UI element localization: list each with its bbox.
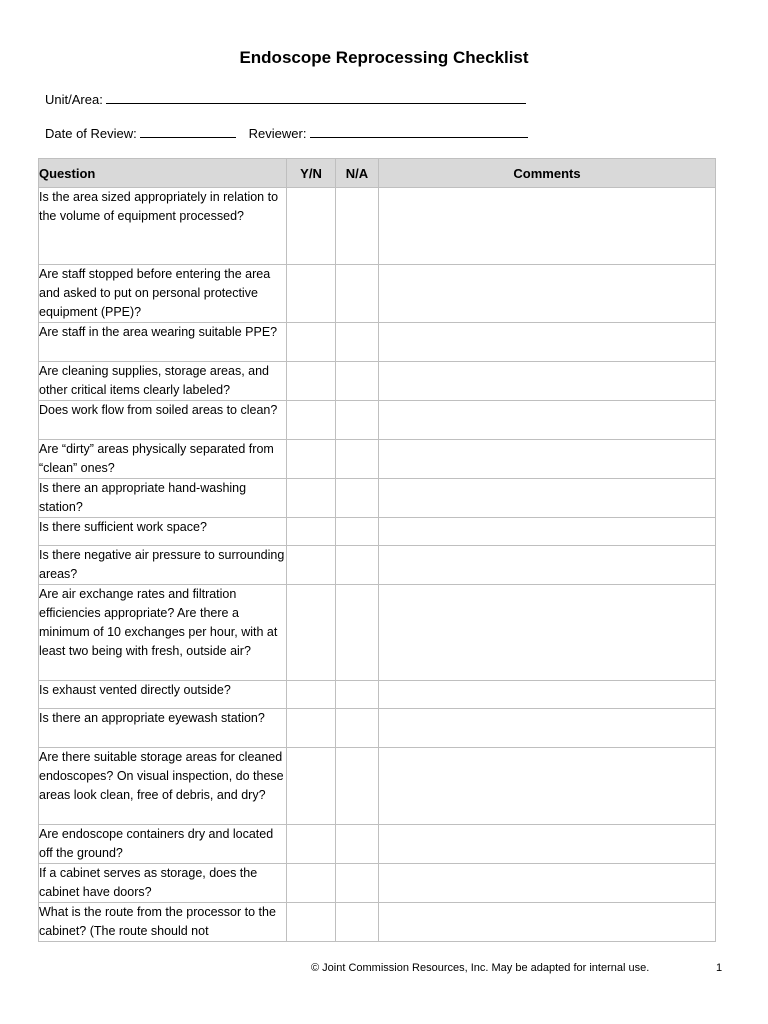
table-row xyxy=(39,864,716,903)
question-cell: Does work flow from soiled areas to clean? xyxy=(39,401,287,440)
na-cell[interactable] xyxy=(336,362,379,401)
question-cell: Is there an appropriate eyewash station? xyxy=(39,709,287,748)
question-cell: Is there sufficient work space? xyxy=(39,518,287,546)
yn-cell[interactable] xyxy=(287,546,336,585)
header-question: Question xyxy=(39,159,287,188)
comments-cell[interactable] xyxy=(379,903,716,942)
na-cell[interactable] xyxy=(336,440,379,479)
yn-cell[interactable] xyxy=(287,362,336,401)
question-cell: Are staff stopped before entering the area and asked to put on personal protective equipment (PPE)? xyxy=(39,265,287,323)
na-cell[interactable] xyxy=(336,518,379,546)
question-cell: Are “dirty” areas physically separated from “clean” ones? xyxy=(39,440,287,479)
table-row xyxy=(39,323,716,362)
yn-cell[interactable] xyxy=(287,825,336,864)
yn-cell[interactable] xyxy=(287,585,336,681)
na-cell[interactable] xyxy=(336,709,379,748)
comments-cell[interactable] xyxy=(379,401,716,440)
comments-cell[interactable] xyxy=(379,518,716,546)
question-cell: If a cabinet serves as storage, does the cabinet have doors? xyxy=(39,864,287,903)
question-cell: Are air exchange rates and filtration efficiencies appropriate? Are there a minimum of 10 exchanges per hour, with at least two being with fresh, outside air? xyxy=(39,585,287,681)
comments-cell[interactable] xyxy=(379,323,716,362)
checklist-table xyxy=(38,158,716,942)
comments-cell[interactable] xyxy=(379,585,716,681)
na-cell[interactable] xyxy=(336,265,379,323)
na-cell[interactable] xyxy=(336,585,379,681)
comments-cell[interactable] xyxy=(379,681,716,709)
table-row xyxy=(39,903,716,942)
yn-cell[interactable] xyxy=(287,440,336,479)
question-cell: Is the area sized appropriately in relation to the volume of equipment processed? xyxy=(39,188,287,265)
na-cell[interactable] xyxy=(336,188,379,265)
na-cell[interactable] xyxy=(336,681,379,709)
footer-copyright: © Joint Commission Resources, Inc. May be adapted for internal use. xyxy=(311,962,650,974)
header-comments: Comments xyxy=(379,159,716,188)
yn-cell[interactable] xyxy=(287,265,336,323)
yn-cell[interactable] xyxy=(287,748,336,825)
question-cell: Is there an appropriate hand-washing station? xyxy=(39,479,287,518)
yn-cell[interactable] xyxy=(287,709,336,748)
comments-cell[interactable] xyxy=(379,188,716,265)
yn-cell[interactable] xyxy=(287,401,336,440)
question-cell: Are staff in the area wearing suitable PPE? xyxy=(39,323,287,362)
comments-cell[interactable] xyxy=(379,864,716,903)
na-cell[interactable] xyxy=(336,546,379,585)
yn-cell[interactable] xyxy=(287,864,336,903)
table-row xyxy=(39,518,716,546)
header-na: N/A xyxy=(336,159,379,188)
table-row xyxy=(39,188,716,265)
question-cell: Are there suitable storage areas for cleaned endoscopes? On visual inspection, do these areas look clean, free of debris, and dry? xyxy=(39,748,287,825)
yn-cell[interactable] xyxy=(287,479,336,518)
na-cell[interactable] xyxy=(336,479,379,518)
yn-cell[interactable] xyxy=(287,518,336,546)
table-header-row xyxy=(39,159,716,188)
table-row xyxy=(39,709,716,748)
question-cell: Are endoscope containers dry and located off the ground? xyxy=(39,825,287,864)
date-reviewer-field xyxy=(45,124,528,141)
page-number: 1 xyxy=(716,962,723,974)
question-cell: Are cleaning supplies, storage areas, and other critical items clearly labeled? xyxy=(39,362,287,401)
comments-cell[interactable] xyxy=(379,479,716,518)
yn-cell[interactable] xyxy=(287,323,336,362)
na-cell[interactable] xyxy=(336,864,379,903)
table-row xyxy=(39,362,716,401)
comments-cell[interactable] xyxy=(379,546,716,585)
comments-cell[interactable] xyxy=(379,265,716,323)
yn-cell[interactable] xyxy=(287,681,336,709)
unit-area-label: Unit/Area: xyxy=(45,92,103,107)
comments-cell[interactable] xyxy=(379,440,716,479)
na-cell[interactable] xyxy=(336,401,379,440)
table-row xyxy=(39,825,716,864)
yn-cell[interactable] xyxy=(287,903,336,942)
question-cell: Is exhaust vented directly outside? xyxy=(39,681,287,709)
header-yn: Y/N xyxy=(287,159,336,188)
table-row xyxy=(39,401,716,440)
table-row xyxy=(39,585,716,681)
table-row xyxy=(39,546,716,585)
comments-cell[interactable] xyxy=(379,709,716,748)
comments-cell[interactable] xyxy=(379,362,716,401)
unit-area-field xyxy=(45,90,526,107)
yn-cell[interactable] xyxy=(287,188,336,265)
table-row xyxy=(39,681,716,709)
table-row xyxy=(39,265,716,323)
comments-cell[interactable] xyxy=(379,825,716,864)
document-title: Endoscope Reprocessing Checklist xyxy=(239,48,529,67)
question-cell: Is there negative air pressure to surrounding areas? xyxy=(39,546,287,585)
reviewer-blank xyxy=(310,124,528,138)
na-cell[interactable] xyxy=(336,825,379,864)
table-row xyxy=(39,479,716,518)
table-row xyxy=(39,440,716,479)
na-cell[interactable] xyxy=(336,748,379,825)
unit-area-blank xyxy=(106,90,526,104)
date-of-review-blank xyxy=(140,124,236,138)
date-of-review-label: Date of Review: xyxy=(45,126,137,141)
question-cell: What is the route from the processor to the cabinet? (The route should not xyxy=(39,903,287,942)
reviewer-label: Reviewer: xyxy=(248,126,307,141)
comments-cell[interactable] xyxy=(379,748,716,825)
table-row xyxy=(39,748,716,825)
na-cell[interactable] xyxy=(336,903,379,942)
na-cell[interactable] xyxy=(336,323,379,362)
